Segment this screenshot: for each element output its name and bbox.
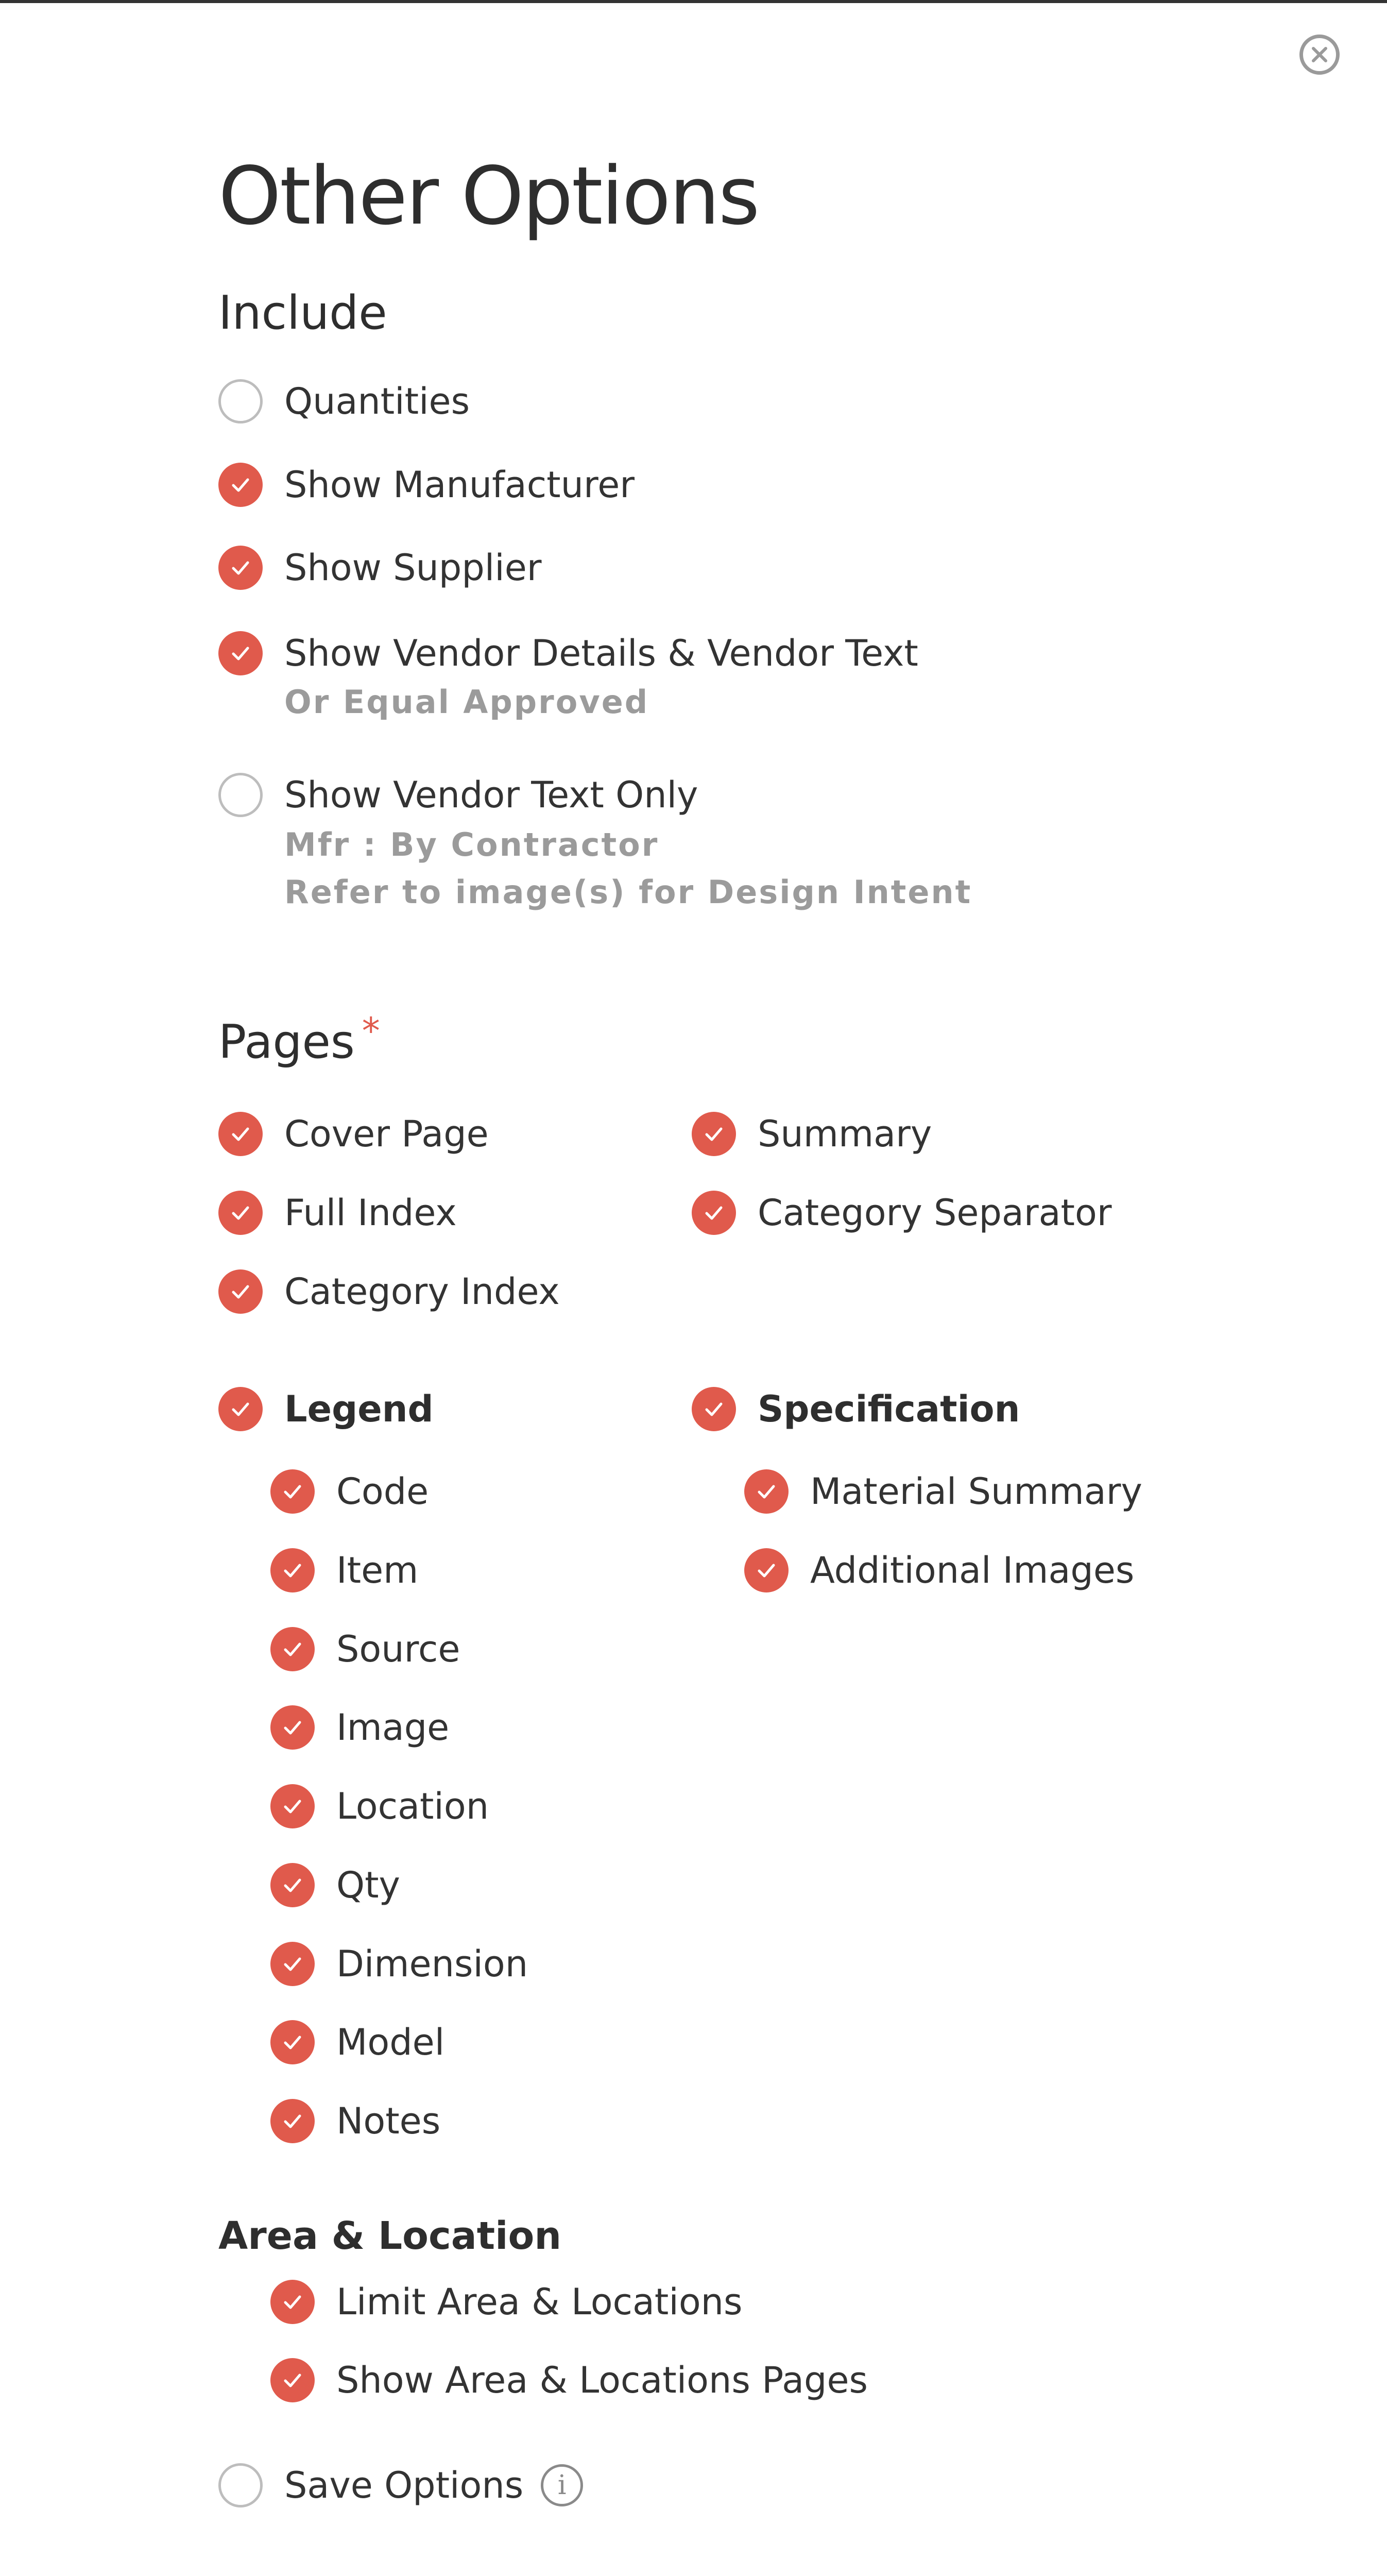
checkbox-unchecked[interactable] xyxy=(218,773,263,817)
checkmark-icon xyxy=(280,1557,305,1583)
checkbox-checked[interactable] xyxy=(218,463,263,507)
legend-item-image[interactable]: Image xyxy=(270,1705,449,1750)
checkbox-checked[interactable] xyxy=(270,1469,315,1514)
option-limit-area-locations[interactable]: Limit Area & Locations xyxy=(270,2280,743,2324)
checkmark-icon xyxy=(280,2029,305,2055)
checkmark-icon xyxy=(280,2108,305,2134)
checkbox-checked[interactable] xyxy=(218,1112,263,1156)
option-category-separator[interactable]: Category Separator xyxy=(692,1191,1112,1235)
dialog-title: Other Options xyxy=(218,149,759,243)
checkmark-icon xyxy=(701,1396,727,1422)
area-location-heading: Area & Location xyxy=(218,2214,561,2258)
checkmark-icon xyxy=(228,555,253,581)
checkmark-icon xyxy=(228,640,253,666)
option-specification[interactable]: Specification xyxy=(692,1387,1020,1431)
option-show-supplier[interactable]: Show Supplier xyxy=(218,546,542,590)
checkbox-checked[interactable] xyxy=(270,2099,315,2143)
pages-heading: Pages * xyxy=(218,1010,380,1069)
close-icon[interactable] xyxy=(1299,35,1340,75)
checkbox-checked[interactable] xyxy=(270,1863,315,1907)
legend-item-code[interactable]: Code xyxy=(270,1469,429,1514)
checkbox-checked[interactable] xyxy=(692,1191,736,1235)
checkbox-unchecked[interactable] xyxy=(218,379,263,423)
top-border xyxy=(0,0,1387,3)
checkmark-icon xyxy=(228,1121,253,1147)
legend-item-qty[interactable]: Qty xyxy=(270,1863,400,1907)
option-summary[interactable]: Summary xyxy=(692,1112,932,1156)
checkbox-checked[interactable] xyxy=(218,1191,263,1235)
checkbox-unchecked[interactable] xyxy=(218,2463,263,2507)
option-save-options[interactable]: Save Options i xyxy=(218,2463,583,2507)
legend-item-model[interactable]: Model xyxy=(270,2020,444,2064)
checkbox-checked[interactable] xyxy=(270,2280,315,2324)
specification-item-additional-images[interactable]: Additional Images xyxy=(744,1548,1134,1592)
legend-item-location[interactable]: Location xyxy=(270,1784,489,1828)
include-heading: Include xyxy=(218,286,387,340)
checkmark-icon xyxy=(280,1793,305,1819)
checkbox-checked[interactable] xyxy=(692,1387,736,1431)
checkmark-icon xyxy=(280,1951,305,1977)
checkmark-icon xyxy=(228,1200,253,1226)
checkmark-icon xyxy=(280,1715,305,1740)
option-category-index[interactable]: Category Index xyxy=(218,1269,560,1314)
specification-item-material-summary[interactable]: Material Summary xyxy=(744,1469,1142,1514)
checkmark-icon xyxy=(754,1557,779,1583)
option-cover-page[interactable]: Cover Page xyxy=(218,1112,489,1156)
option-show-vendor-details[interactable]: Show Vendor Details & Vendor Text xyxy=(218,631,918,675)
option-full-index[interactable]: Full Index xyxy=(218,1191,457,1235)
checkbox-checked[interactable] xyxy=(270,1784,315,1828)
checkbox-checked[interactable] xyxy=(218,1269,263,1314)
vendor-details-subtext: Or Equal Approved xyxy=(284,683,649,721)
checkbox-checked[interactable] xyxy=(744,1548,789,1592)
checkbox-checked[interactable] xyxy=(270,1942,315,1986)
checkmark-icon xyxy=(228,1279,253,1304)
checkmark-icon xyxy=(701,1121,727,1147)
checkmark-icon xyxy=(280,1636,305,1662)
checkbox-checked[interactable] xyxy=(218,631,263,675)
checkbox-checked[interactable] xyxy=(218,546,263,590)
checkmark-icon xyxy=(280,2289,305,2315)
vendor-text-subtext-1: Mfr : By Contractor xyxy=(284,826,659,863)
option-legend[interactable]: Legend xyxy=(218,1387,434,1431)
checkbox-checked[interactable] xyxy=(270,2358,315,2402)
option-show-area-locations-pages[interactable]: Show Area & Locations Pages xyxy=(270,2358,868,2402)
checkmark-icon xyxy=(280,2367,305,2393)
checkmark-icon xyxy=(228,1396,253,1422)
checkmark-icon xyxy=(701,1200,727,1226)
checkbox-checked[interactable] xyxy=(270,1627,315,1671)
checkbox-checked[interactable] xyxy=(218,1387,263,1431)
option-show-manufacturer[interactable]: Show Manufacturer xyxy=(218,463,635,507)
checkbox-checked[interactable] xyxy=(744,1469,789,1514)
checkmark-icon xyxy=(280,1872,305,1898)
vendor-text-subtext-2: Refer to image(s) for Design Intent xyxy=(284,873,972,911)
checkmark-icon xyxy=(754,1479,779,1504)
checkmark-icon xyxy=(280,1479,305,1504)
checkmark-icon xyxy=(228,472,253,498)
legend-item-source[interactable]: Source xyxy=(270,1627,460,1671)
checkbox-checked[interactable] xyxy=(270,1548,315,1592)
checkbox-checked[interactable] xyxy=(270,2020,315,2064)
info-icon[interactable]: i xyxy=(541,2464,583,2506)
option-show-vendor-text-only[interactable]: Show Vendor Text Only xyxy=(218,773,698,817)
checkbox-checked[interactable] xyxy=(692,1112,736,1156)
legend-item-dimension[interactable]: Dimension xyxy=(270,1942,528,1986)
checkbox-checked[interactable] xyxy=(270,1705,315,1750)
legend-item-notes[interactable]: Notes xyxy=(270,2099,440,2143)
legend-item-item[interactable]: Item xyxy=(270,1548,418,1592)
option-quantities[interactable]: Quantities xyxy=(218,379,470,423)
required-asterisk: * xyxy=(362,1010,380,1052)
